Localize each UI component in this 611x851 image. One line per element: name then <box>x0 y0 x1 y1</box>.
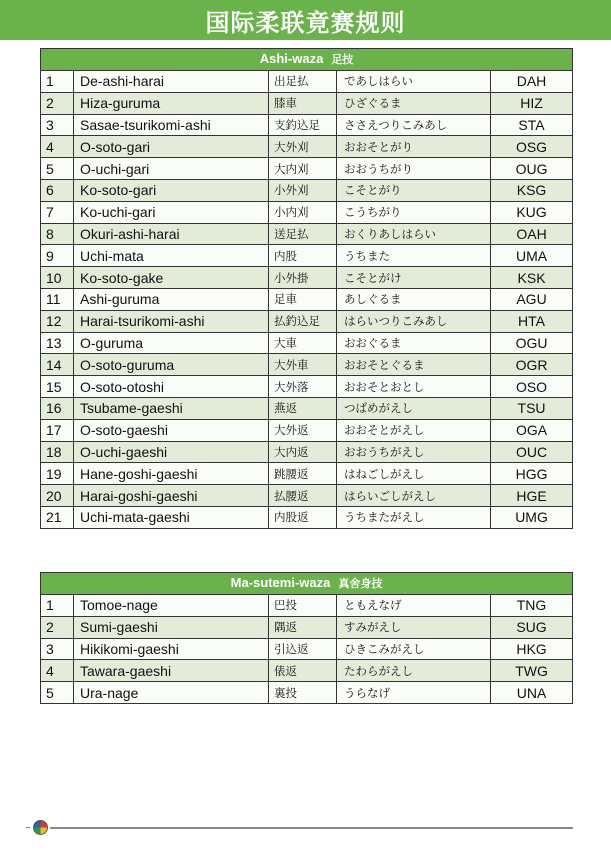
technique-kana: おおうちがえし <box>337 441 491 463</box>
technique-kana: あしぐるま <box>337 288 491 310</box>
technique-name: O-soto-gari <box>74 136 269 158</box>
technique-name: Harai-goshi-gaeshi <box>74 485 269 507</box>
technique-kanji: 燕返 <box>269 397 337 419</box>
technique-kanji: 俵返 <box>269 660 337 682</box>
technique-code: SUG <box>491 616 573 638</box>
technique-code: HTA <box>491 310 573 332</box>
table-row <box>41 660 573 682</box>
row-number: 21 <box>41 506 74 528</box>
technique-code: OSO <box>491 376 573 398</box>
row-number: 20 <box>41 485 74 507</box>
technique-name: Uchi-mata-gaeshi <box>74 506 269 528</box>
technique-name: Uchi-mata <box>74 245 269 267</box>
technique-kana: であしはらい <box>337 71 491 93</box>
table-row <box>41 376 573 398</box>
table-row <box>41 506 573 528</box>
technique-kana: おおそとぐるま <box>337 354 491 376</box>
table-row <box>41 288 573 310</box>
row-number: 4 <box>41 660 74 682</box>
technique-kanji: 引込返 <box>269 638 337 660</box>
technique-code: HGG <box>491 463 573 485</box>
technique-name: Ko-soto-gari <box>74 179 269 201</box>
technique-name: Harai-tsurikomi-ashi <box>74 310 269 332</box>
row-number: 6 <box>41 179 74 201</box>
row-number: 12 <box>41 310 74 332</box>
header-kanji: 足技 <box>331 53 354 66</box>
technique-kanji: 膝車 <box>269 92 337 114</box>
header-romaji: Ashi-waza <box>259 51 324 66</box>
technique-code: AGU <box>491 288 573 310</box>
technique-name: Ashi-guruma <box>74 288 269 310</box>
technique-name: Sumi-gaeshi <box>74 616 269 638</box>
table-row <box>41 71 573 93</box>
row-number: 10 <box>41 267 74 289</box>
technique-kanji: 内股 <box>269 245 337 267</box>
technique-name: O-soto-otoshi <box>74 376 269 398</box>
technique-name: Tomoe-nage <box>74 595 269 617</box>
technique-kana: おおそとがり <box>337 136 491 158</box>
technique-code: OGR <box>491 354 573 376</box>
table-row <box>41 201 573 223</box>
table-row <box>41 245 573 267</box>
technique-code: KSG <box>491 179 573 201</box>
technique-kana: おおうちがり <box>337 158 491 180</box>
table-row <box>41 638 573 660</box>
header-kanji: 真舍身技 <box>338 577 383 590</box>
technique-name: Okuri-ashi-harai <box>74 223 269 245</box>
title-banner <box>0 0 611 40</box>
technique-code: HIZ <box>491 92 573 114</box>
technique-kanji: 裏投 <box>269 682 337 704</box>
technique-kana: おおそとおとし <box>337 376 491 398</box>
technique-kanji: 大外落 <box>269 376 337 398</box>
technique-kanji: 送足払 <box>269 223 337 245</box>
technique-name: O-uchi-gaeshi <box>74 441 269 463</box>
technique-kana: ひきこみがえし <box>337 638 491 660</box>
table-row <box>41 179 573 201</box>
technique-code: TWG <box>491 660 573 682</box>
technique-kana: はねごしがえし <box>337 463 491 485</box>
technique-code: KSK <box>491 267 573 289</box>
technique-code: UNA <box>491 682 573 704</box>
table-header-row <box>41 573 573 595</box>
table-header <box>41 49 573 71</box>
technique-kanji: 出足払 <box>269 71 337 93</box>
technique-name: O-soto-guruma <box>74 354 269 376</box>
technique-kanji: 払腰返 <box>269 485 337 507</box>
technique-code: TSU <box>491 397 573 419</box>
row-number: 5 <box>41 158 74 180</box>
technique-kana: はらいつりこみあし <box>337 310 491 332</box>
technique-kanji: 跳腰返 <box>269 463 337 485</box>
row-number: 1 <box>41 595 74 617</box>
technique-name: Tsubame-gaeshi <box>74 397 269 419</box>
technique-name: Hane-goshi-gaeshi <box>74 463 269 485</box>
technique-name: O-soto-gaeshi <box>74 419 269 441</box>
technique-name: Hikikomi-gaeshi <box>74 638 269 660</box>
table-row <box>41 419 573 441</box>
row-number: 2 <box>41 616 74 638</box>
technique-kanji: 大車 <box>269 332 337 354</box>
technique-kanji: 隅返 <box>269 616 337 638</box>
technique-code: KUG <box>491 201 573 223</box>
technique-kanji: 大内刈 <box>269 158 337 180</box>
technique-kanji: 小外刈 <box>269 179 337 201</box>
table-row <box>41 463 573 485</box>
table-row <box>41 354 573 376</box>
technique-name: O-guruma <box>74 332 269 354</box>
technique-code: OGU <box>491 332 573 354</box>
technique-code: OSG <box>491 136 573 158</box>
table-row <box>41 397 573 419</box>
technique-kana: こそとがり <box>337 179 491 201</box>
technique-code: HKG <box>491 638 573 660</box>
technique-kanji: 小内刈 <box>269 201 337 223</box>
row-number: 3 <box>41 114 74 136</box>
technique-kanji: 大外刈 <box>269 136 337 158</box>
technique-kana: すみがえし <box>337 616 491 638</box>
technique-kana: こそとがけ <box>337 267 491 289</box>
footer-dash <box>26 827 30 828</box>
row-number: 2 <box>41 92 74 114</box>
technique-code: OUC <box>491 441 573 463</box>
technique-kanji: 足車 <box>269 288 337 310</box>
row-number: 8 <box>41 223 74 245</box>
ashi-waza-table <box>40 48 573 529</box>
footer-rule <box>50 827 573 829</box>
technique-kana: はらいごしがえし <box>337 485 491 507</box>
table-row <box>41 332 573 354</box>
technique-code: UMA <box>491 245 573 267</box>
technique-name: O-uchi-gari <box>74 158 269 180</box>
technique-code: OGA <box>491 419 573 441</box>
table-row <box>41 223 573 245</box>
row-number: 4 <box>41 136 74 158</box>
technique-kanji: 支釣込足 <box>269 114 337 136</box>
header-romaji: Ma-sutemi-waza <box>230 575 331 590</box>
row-number: 17 <box>41 419 74 441</box>
technique-name: Hiza-guruma <box>74 92 269 114</box>
technique-code: TNG <box>491 595 573 617</box>
row-number: 1 <box>41 71 74 93</box>
technique-code: HGE <box>491 485 573 507</box>
technique-code: UMG <box>491 506 573 528</box>
table-row <box>41 616 573 638</box>
row-number: 7 <box>41 201 74 223</box>
technique-name: Tawara-gaeshi <box>74 660 269 682</box>
judo-federation-logo-icon <box>33 820 48 835</box>
technique-kana: おおそとがえし <box>337 419 491 441</box>
technique-kanji: 払釣込足 <box>269 310 337 332</box>
row-number: 14 <box>41 354 74 376</box>
technique-kana: つばめがえし <box>337 397 491 419</box>
page-footer <box>26 818 573 838</box>
technique-kanji: 大内返 <box>269 441 337 463</box>
technique-kana: たわらがえし <box>337 660 491 682</box>
row-number: 9 <box>41 245 74 267</box>
table-row <box>41 92 573 114</box>
table-row <box>41 485 573 507</box>
row-number: 16 <box>41 397 74 419</box>
table-row <box>41 136 573 158</box>
technique-kana: ひざぐるま <box>337 92 491 114</box>
table-row <box>41 267 573 289</box>
technique-kanji: 小外掛 <box>269 267 337 289</box>
table-header-row <box>41 49 573 71</box>
technique-code: OUG <box>491 158 573 180</box>
technique-kana: うちまた <box>337 245 491 267</box>
row-number: 13 <box>41 332 74 354</box>
table-row <box>41 114 573 136</box>
technique-code: STA <box>491 114 573 136</box>
technique-name: Ura-nage <box>74 682 269 704</box>
technique-kana: うらなげ <box>337 682 491 704</box>
technique-kanji: 巴投 <box>269 595 337 617</box>
row-number: 18 <box>41 441 74 463</box>
technique-code: OAH <box>491 223 573 245</box>
technique-kana: ささえつりこみあし <box>337 114 491 136</box>
ma-sutemi-waza-table <box>40 572 573 704</box>
technique-kana: うちまたがえし <box>337 506 491 528</box>
technique-name: Ko-uchi-gari <box>74 201 269 223</box>
technique-kana: ともえなげ <box>337 595 491 617</box>
row-number: 11 <box>41 288 74 310</box>
technique-kanji: 内股返 <box>269 506 337 528</box>
technique-kana: こうちがり <box>337 201 491 223</box>
row-number: 15 <box>41 376 74 398</box>
technique-name: Ko-soto-gake <box>74 267 269 289</box>
technique-code: DAH <box>491 71 573 93</box>
technique-kana: おおぐるま <box>337 332 491 354</box>
row-number: 3 <box>41 638 74 660</box>
table-row <box>41 682 573 704</box>
technique-kana: おくりあしはらい <box>337 223 491 245</box>
table-row <box>41 310 573 332</box>
technique-kanji: 大外車 <box>269 354 337 376</box>
row-number: 5 <box>41 682 74 704</box>
page-title: 国际柔联竟赛规则 <box>205 8 406 37</box>
technique-name: Sasae-tsurikomi-ashi <box>74 114 269 136</box>
table-row <box>41 441 573 463</box>
technique-kanji: 大外返 <box>269 419 337 441</box>
table-row <box>41 158 573 180</box>
table-row <box>41 595 573 617</box>
row-number: 19 <box>41 463 74 485</box>
table-header <box>41 573 573 595</box>
technique-name: De-ashi-harai <box>74 71 269 93</box>
